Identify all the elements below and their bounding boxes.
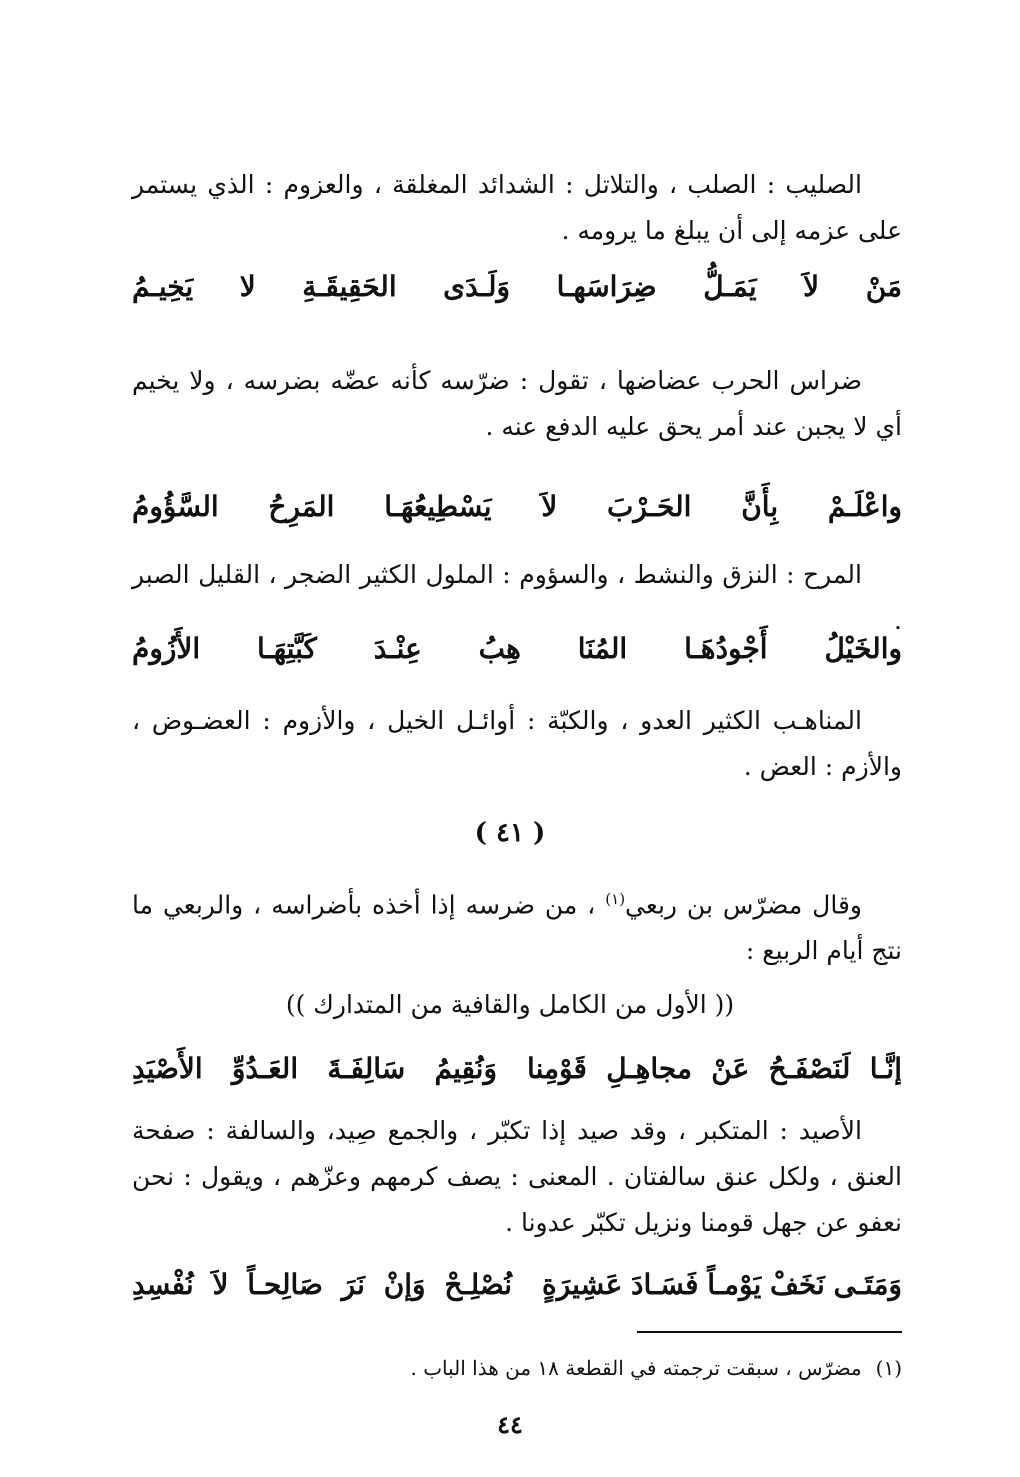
verse-word: يَسْطِيعُهَـا xyxy=(384,490,492,523)
verse-word: بِأَنَّ xyxy=(741,490,779,523)
intro-text: ، من ضرسه إذا أخذه بأضراسه ، والربعي ما نتج أيام الربيع : xyxy=(132,890,902,966)
verse-word: فَسَـادَ xyxy=(630,1268,699,1301)
verse-word: المَرِحُ xyxy=(268,490,335,523)
verse-word: نُصْلِـحْ xyxy=(444,1268,512,1301)
commentary-paragraph-4: المناهـب الكثير العدو ، والكبّة : أوائـل الخيل ، والأزوم : العضـوض ، والأزم : العض . xyxy=(132,706,902,781)
footnote-reference: (١) xyxy=(605,890,626,908)
verse-word: المُنَا xyxy=(577,632,628,665)
verse-word: لا xyxy=(239,270,256,303)
verse-line-2 xyxy=(132,490,902,523)
footnote-text: مضرّس ، سبقت ترجمته في القطعة ١٨ من هذا الباب . xyxy=(410,1356,862,1380)
verse-word: مجاهِـلِ xyxy=(606,1052,692,1085)
verse-word: السَّؤُومُ xyxy=(132,490,219,523)
verse-word: واعْلَـمْ xyxy=(827,490,902,523)
footnote-number: (١) xyxy=(875,1356,902,1380)
verse-word: عَشِيرَةٍ xyxy=(542,1268,623,1301)
verse-line-3 xyxy=(132,632,902,665)
verse-hemistich-first xyxy=(527,1052,902,1085)
verse-line-5 xyxy=(132,1268,902,1301)
verse-word: وَمَتَـى xyxy=(833,1268,902,1301)
footnote-divider xyxy=(637,1331,902,1333)
verse-word: إنَّـا xyxy=(869,1052,902,1085)
verse-line-1 xyxy=(132,270,902,303)
verse-word: نُفْسِدِ xyxy=(132,1268,194,1301)
verse-word: ضِرَاسَهـا xyxy=(556,270,657,303)
footnote xyxy=(132,1350,902,1386)
verse-word: وَلَـدَى xyxy=(443,270,511,303)
verse-word: مَنْ xyxy=(865,270,902,303)
verse-word: الأَزُومُ xyxy=(132,632,201,665)
verse-word: أَجْودُهَـا xyxy=(684,632,768,665)
commentary-paragraph-1: الصليب : الصلب ، والتلاتل : الشدائد المغلقة ، والعزوم : الذي يستمر على عزمه إلى أن يبلغ ما يرومه . xyxy=(132,170,902,245)
verse-word: عِنْـدَ xyxy=(373,632,422,665)
verse-word: يَخِيـمُ xyxy=(132,270,194,303)
verse-word: لاَ xyxy=(212,1268,229,1301)
verse-word: العَـدُوِّ xyxy=(231,1052,299,1085)
verse-hemistich-second xyxy=(132,1268,512,1301)
verse-word: قَوْمِنا xyxy=(527,1052,587,1085)
intro-paragraph xyxy=(132,876,902,974)
commentary-paragraph-3: المرح : النزق والنشط ، والسؤوم : الملول الكثير الضجر ، القليل الصبر . xyxy=(132,560,902,635)
verse-line-4 xyxy=(132,1052,902,1085)
verse-word: صَالِحـاً xyxy=(247,1268,323,1301)
page-number: ٤٤ xyxy=(497,1410,523,1439)
verse-word: سَالِفَـةَ xyxy=(327,1052,406,1085)
verse-word: نَرَ xyxy=(341,1268,365,1301)
verse-word: عَنْ xyxy=(711,1052,750,1085)
verse-word: الحَقِيقَـةِ xyxy=(302,270,397,303)
verse-hemistich-second xyxy=(132,1052,497,1085)
intro-text: وقال مضرّس بن ربعي xyxy=(625,890,862,920)
verse-word: يَمَـلُّ xyxy=(703,270,757,303)
verse-word: الأَصْيَدِ xyxy=(132,1052,203,1085)
verse-word: الحَـرْبَ xyxy=(607,490,692,523)
verse-word: لاَ xyxy=(803,270,820,303)
verse-hemistich-first xyxy=(542,1268,902,1301)
verse-word: هِبُ xyxy=(478,632,521,665)
meter-note: (( الأول من الكامل والقافية من المتدارك )) xyxy=(285,990,735,1019)
verse-word: نَخَفْ xyxy=(769,1268,825,1301)
verse-word: والخَيْلُ xyxy=(824,632,902,665)
verse-word: وَإنْ xyxy=(383,1268,426,1301)
verse-word: لَنَصْفَـحُ xyxy=(768,1052,851,1085)
verse-word: كَبَّتِهَـا xyxy=(257,632,317,665)
verse-word: وَنُقِيمُ xyxy=(434,1052,497,1085)
verse-word: لاَ xyxy=(541,490,558,523)
commentary-paragraph-2: ضراس الحرب عضاضها ، تقول : ضرّسه كأنه عضّه بضرسه ، ولا يخيم أي لا يجبن عند أمر يحق عليه الدفع عنه . xyxy=(132,366,902,441)
verse-word: يَوْمـاً xyxy=(707,1268,762,1301)
commentary-paragraph-5: الأصيد : المتكبر ، وقد صيد إذا تكبّر ، والجمع صِيد، والسالفة : صفحة العنق ، ولكل عنق سالفتان . المعنى : يصف كرمهم وعزّهم ، ويقول : نحن نعفو عن جهل قومنا ونزيل تكبّر عدونا . xyxy=(132,1116,902,1237)
poem-number: ( ٤١ ) xyxy=(474,818,546,848)
